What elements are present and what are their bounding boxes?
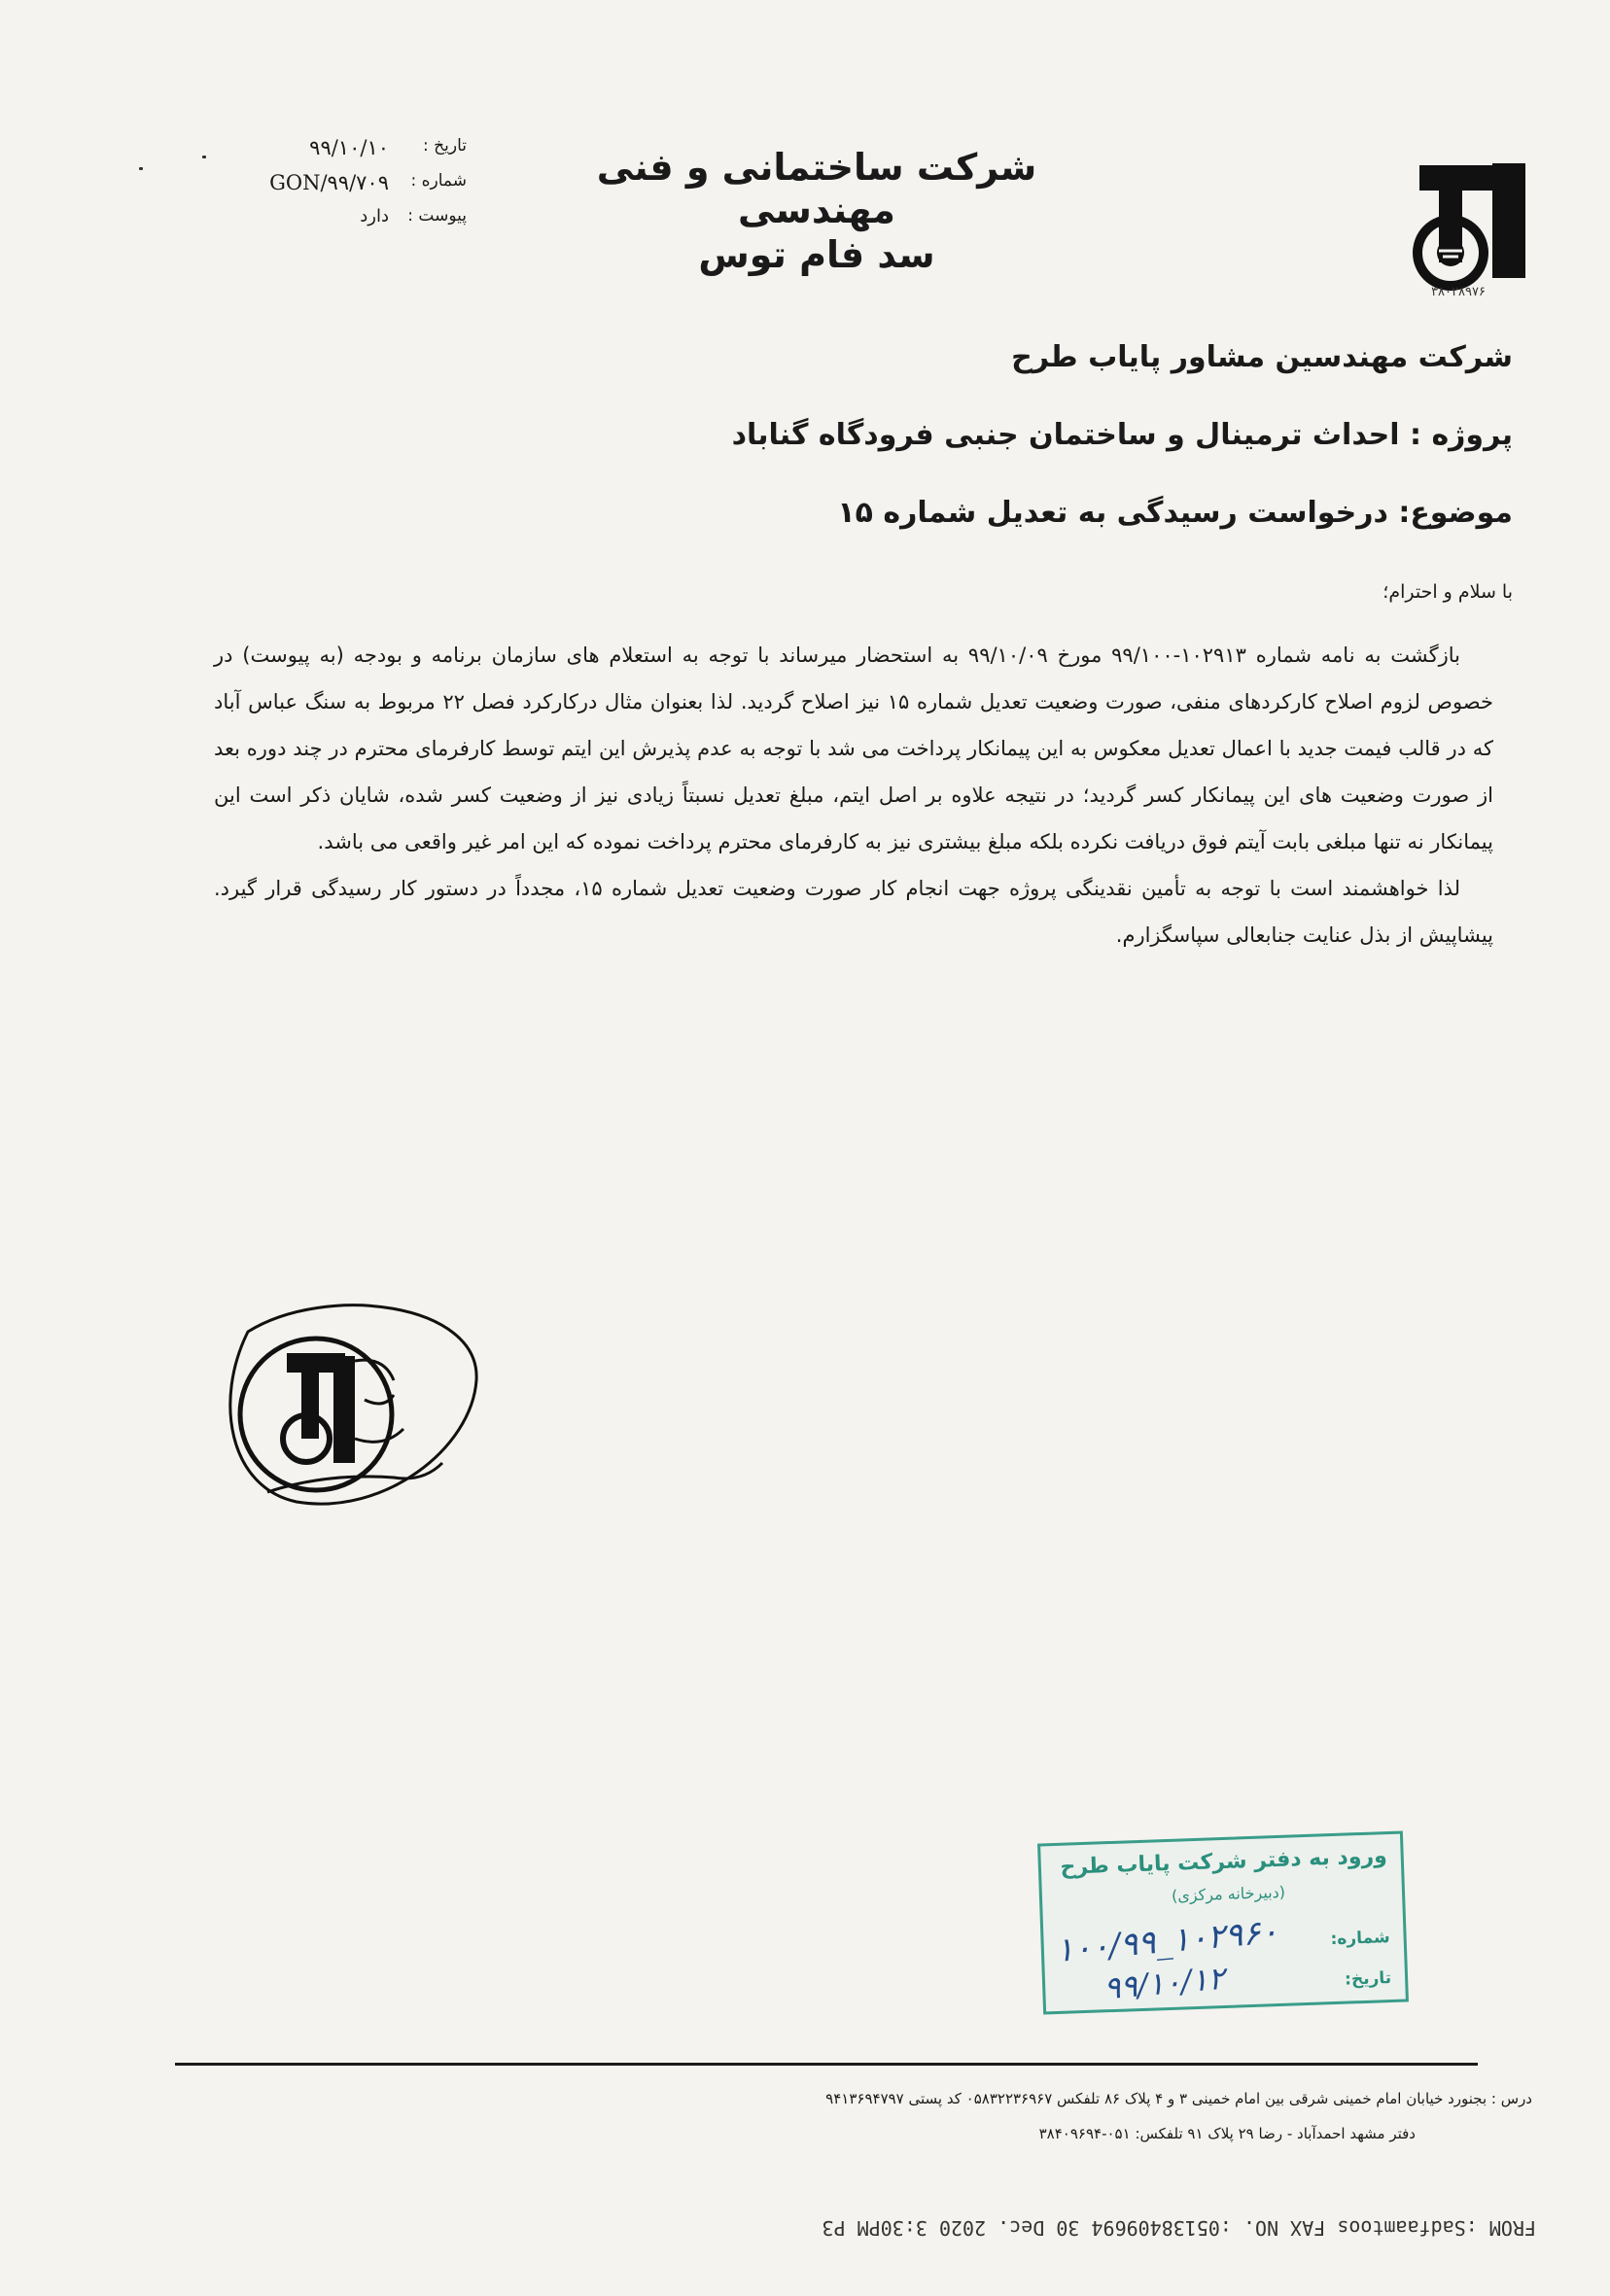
scan-speck xyxy=(139,167,143,170)
stamp-number-label: شماره: xyxy=(1330,1928,1390,1950)
footer-address-line: دفتر مشهد احمدآباد - رضا ۲۹ پلاک ۹۱ تلفکس: ۰۵۱-۳۸۴۰۹۶۹۴ xyxy=(1038,2125,1416,2142)
footer-address-line: درس : بجنورد خیابان امام خمینی شرقی بین امام خمینی ۳ و ۴ پلاک ۸۶ تلفکس ۰۵۸۳۲۲۳۶۹۶۷ کد پستی ۹۴۱۳۶۹۴۷۹۷ xyxy=(825,2090,1532,2107)
stamp-date-value: ۹۹/۱۰/۱۲ xyxy=(1102,1959,1227,2007)
project-heading: پروژه : احداث ترمینال و ساختمان جنبی فرودگاه گناباد xyxy=(731,418,1513,452)
company-subtitle: سد فام توس xyxy=(698,233,935,276)
body-paragraph: لذا خواهشمند است با توجه به تأمین نقدینگی پروژه جهت انجام کار صورت وضعیت تعدیل شماره ۱۵، مجدداً در دستور کار رسیدگی قرار گیرد. پیشاپیش از بذل عنایت جنابعالی سپاسگزارم. xyxy=(214,877,1493,947)
meta-label: شماره : xyxy=(410,171,467,191)
company-logo-icon xyxy=(1400,156,1536,301)
meta-number-row xyxy=(194,171,467,206)
scan-speck xyxy=(202,156,206,158)
footer-divider xyxy=(175,2063,1478,2066)
letter-body xyxy=(214,632,1493,958)
body-paragraph: بازگشت به نامه شماره ۱۰۲۹۱۳-۹۹/۱۰۰ مورخ ۹۹/۱۰/۰۹ به استحضار میرساند با توجه به استعلام های سازمان برنامه و بودجه (به پیوست) در خصوص لزوم اصلاح کارکردهای منفی، صورت وضعیت تعدیل شماره ۱۵ نیز اصلاح گردید. لذا بعنوان مثال درکارکرد فصل ۲۲ مربوط به سنگ عباس آباد که در قالب فیمت جدید با اعمال تعدیل معکوس به این پیمانکار پرداخت می شد با توجه به عدم پذیرش این ایتم توسط کارفرمای محترم در چند دوره بعد از صورت وضعیت های این پیمانکار کسر گردید؛ در نتیجه علاوه بر اصل ایتم، مبلغ تعدیل نسبتاً زیادی نیز از وضعیت کسر شده، شایان ذکر است این پیمانکار نه تنها مبلغی بابت آیتم فوق دریافت نکرده بلکه مبلغ بیشتری نیز به کارفرمای محترم پرداخت نموده که این امر غیر واقعی می باشد. xyxy=(214,644,1493,853)
company-seal-icon xyxy=(209,1293,501,1526)
fax-header-line: FROM :Sadfaamtoos FAX NO. :05138409694 30 Dec. 2020 3:30PM P3 xyxy=(822,2216,1536,2240)
meta-label: تاریخ : xyxy=(423,136,467,156)
meta-attachment-row xyxy=(194,206,467,241)
subject-heading: موضوع: درخواست رسیدگی به تعدیل شماره ۱۵ xyxy=(837,496,1513,530)
letter-meta xyxy=(194,136,467,241)
greeting: با سلام و احترام؛ xyxy=(1382,581,1513,603)
company-name: شرکت ساختمانی و فنی مهندسی xyxy=(596,146,1037,231)
recipient-heading: شرکت مهندسین مشاور پایاب طرح xyxy=(1011,340,1513,374)
meta-value: GON/۹۹/۷۰۹ xyxy=(269,171,389,194)
stamp-date-label: تاریخ: xyxy=(1344,1967,1392,1990)
meta-value: دارد xyxy=(360,206,389,226)
stamp-subtitle: (دبیرخانه مرکزی) xyxy=(1171,1882,1286,1905)
logo-caption: ۳۸۰۲۸۹۷۶ xyxy=(1431,285,1486,299)
meta-date-row xyxy=(194,136,467,171)
stamp-number-value: ۱۰۰/۹۹_۱۰۲۹۶۰ xyxy=(1054,1912,1280,1970)
meta-value: ۹۹/۱۰/۱۰ xyxy=(309,136,389,159)
meta-label: پیوست : xyxy=(407,206,467,226)
received-stamp xyxy=(1037,1830,1409,2014)
stamp-title: ورود به دفتر شرکت پایاب طرح xyxy=(1060,1844,1388,1880)
